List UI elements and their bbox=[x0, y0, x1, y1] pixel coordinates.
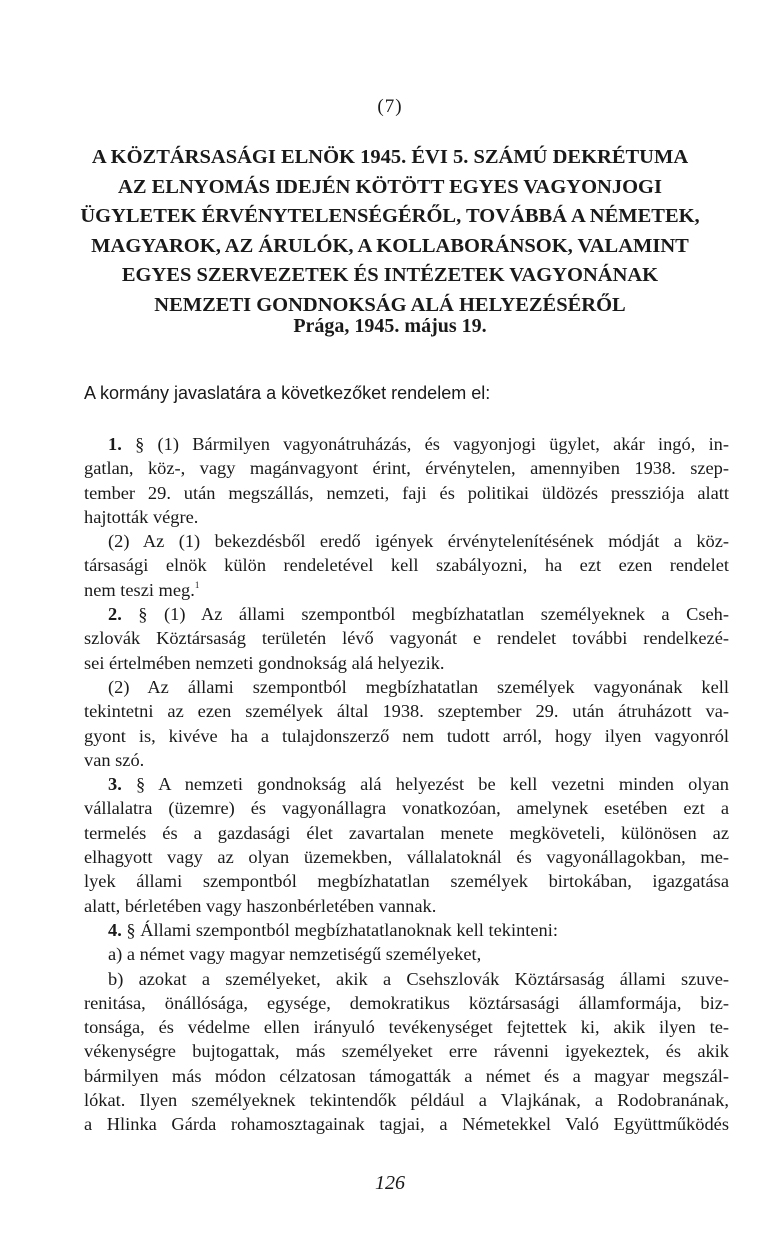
body-line: lókat. Ilyen személyeknek tekintendők például a Vlajkának, a Rodobranának, bbox=[84, 1090, 729, 1111]
footnote-marker: 1 bbox=[194, 579, 200, 590]
body-line: nem teszi meg.$^1$ bbox=[84, 579, 200, 600]
section-number: 3. bbox=[108, 774, 122, 795]
decree-body bbox=[84, 432, 729, 1137]
title-line: A KÖZTÁRSASÁGI ELNÖK 1945. ÉVI 5. SZÁMÚ DEKRÉTUMA bbox=[91, 146, 689, 168]
title-line: EGYES SZERVEZETEK ÉS INTÉZETEK VAGYONÁNAK bbox=[121, 264, 659, 286]
body-line: lyek állami szempontból megbízhatatlan személyek birtokában, igazgatása bbox=[84, 871, 729, 892]
page-number: 126 bbox=[375, 1172, 405, 1194]
title-line: AZ ELNYOMÁS IDEJÉN KÖTÖTT EGYES VAGYONJOGI bbox=[118, 175, 662, 198]
section-1-line: 1. § (1) Bármilyen vagyonátruházás, és vagyonjogi ügylet, akár ingó, in- bbox=[108, 434, 729, 454]
body-line: sei értelmében nemzeti gondnokság alá helyezik. bbox=[84, 652, 445, 673]
title-line: MAGYAROK, AZ ÁRULÓK, A KOLLABORÁNSOK, VALAMINT bbox=[91, 234, 689, 257]
body-line: szlovák Köztársaság területén lévő vagyonát e rendelet további rendelkezé- bbox=[84, 628, 729, 649]
body-line: bármilyen más módon célzatosan támogatták a német és a magyar megszál- bbox=[84, 1065, 729, 1086]
body-line: társasági elnök külön rendeletével kell szabályozni, ha ezt ezen rendelet bbox=[84, 555, 729, 576]
title-line: NEMZETI GONDNOKSÁG ALÁ HELYEZÉSÉRŐL bbox=[154, 293, 626, 316]
body-line: a Hlinka Gárda rohamosztagainak tagjai, a Németekkel Való Együttműködés bbox=[84, 1114, 729, 1135]
body-line: renitása, önállósága, egysége, demokratikus köztársasági államformája, biz- bbox=[84, 992, 729, 1013]
body-line: tember 29. után megszállás, nemzeti, faji és politikai üldözés pressziója alatt bbox=[84, 482, 729, 503]
body-line: b) azokat a személyeket, akik a Csehszlovák Köztársaság állami szuve- bbox=[108, 968, 729, 989]
body-line: termelés és a gazdasági élet zavartalan menete megköveteli, különösen az bbox=[84, 822, 729, 843]
body-line: vállalatra (üzemre) és vagyonállagra vonatkozóan, amelynek esetében ezt a bbox=[84, 798, 729, 819]
body-line: alatt, bérletében vagy haszonbérletében vannak. bbox=[84, 895, 437, 916]
section-number: 1. bbox=[108, 434, 122, 454]
title-line: ÜGYLETEK ÉRVÉNYTELENSÉGÉRŐL, TOVÁBBÁ A NÉMETEK, bbox=[80, 205, 700, 227]
body-line: tekintetni az ezen személyek által 1938. szeptember 29. után átruházott va- bbox=[84, 701, 729, 722]
place-and-date: Prága, 1945. május 19. bbox=[293, 315, 487, 337]
section-number: 4. bbox=[108, 919, 122, 940]
body-line: a) a német vagy magyar nemzetiségű személyeket, bbox=[108, 944, 482, 965]
body-line: van szó. bbox=[84, 749, 145, 770]
section-number: 2. bbox=[108, 604, 122, 625]
body-line: tonsága, és védelme ellen irányuló tevékenységet fejtettek ki, akik ilyen te- bbox=[84, 1017, 729, 1038]
section-4-line: 4. § Állami szempontból megbízhatatlanoknak kell tekinteni: bbox=[108, 919, 558, 940]
decree-title bbox=[58, 143, 722, 320]
body-line: gyont is, kivéve ha a tulajdonszerző nem tudott arról, hogy ilyen vagyonról bbox=[84, 725, 729, 746]
enacting-clause: A kormány javaslatára a következőket rendelem el: bbox=[84, 383, 491, 403]
body-line: hajtották végre. bbox=[84, 506, 199, 527]
document-number-label: (7) bbox=[377, 96, 403, 117]
body-line: gatlan, köz-, vagy magánvagyont érint, érvénytelen, amennyiben 1938. szep- bbox=[84, 458, 729, 479]
body-line: (2) Az (1) bekezdésből eredő igények érvénytelenítésének módját a köz- bbox=[108, 531, 729, 552]
body-line: elhagyott vagy az olyan üzemekben, vállalatoknál és vagyonállagokban, me- bbox=[84, 847, 729, 868]
body-line: vékenységre bujtogattak, más személyeket erre rávenni igyekeztek, és akik bbox=[84, 1041, 729, 1062]
section-3-line: 3. § A nemzeti gondnokság alá helyezést be kell vezetni minden olyan bbox=[108, 774, 729, 795]
body-line: (2) Az állami szempontból megbízhatatlan személyek vagyonának kell bbox=[108, 676, 729, 697]
section-2-line: 2. § (1) Az állami szempontból megbízhatatlan személyeknek a Cseh- bbox=[108, 604, 729, 625]
